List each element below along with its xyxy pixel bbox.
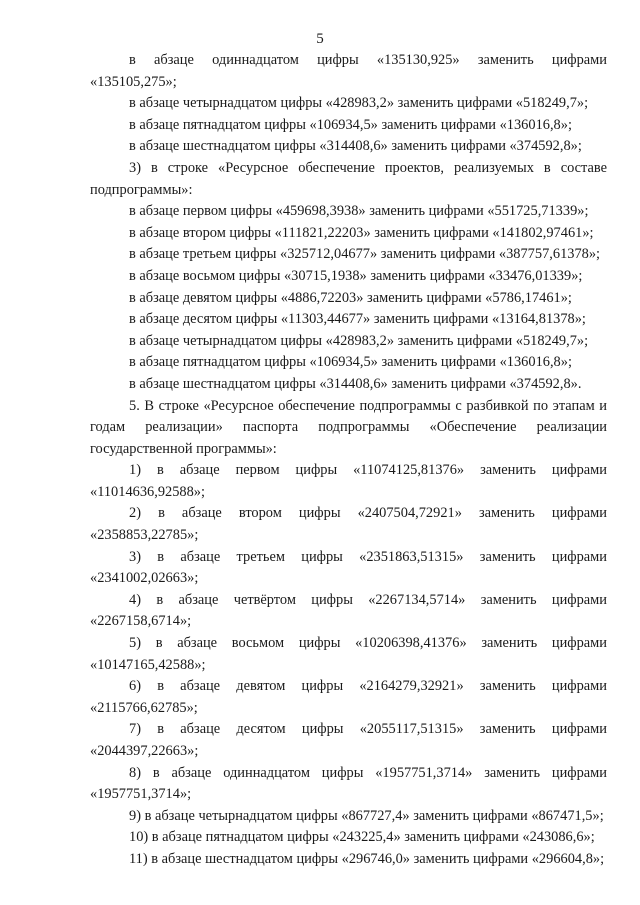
paragraph: в абзаце четырнадцатом цифры «428983,2» заменить цифрами «518249,7»; — [129, 95, 589, 112]
paragraph: 7) в абзаце десятом цифры «2055117,51315» заменить цифрами «2044397,22663»; — [90, 721, 607, 759]
paragraph: в абзаце третьем цифры «325712,04677» заменить цифрами «387757,61378»; — [129, 246, 601, 263]
paragraph: 9) в абзаце четырнадцатом цифры «867727,4» заменить цифрами «867471,5»; — [129, 807, 604, 824]
paragraph: в абзаце втором цифры «111821,22203» заменить цифрами «141802,97461»; — [129, 224, 594, 241]
paragraph: 11) в абзаце шестнадцатом цифры «296746,0» заменить цифрами «296604,8»; — [129, 850, 605, 867]
paragraph: 5) в абзаце восьмом цифры «10206398,41376» заменить цифрами «10147165,42588»; — [90, 635, 607, 673]
paragraph: 6) в абзаце девятом цифры «2164279,32921» заменить цифрами «2115766,62785»; — [90, 678, 607, 716]
paragraph: 2) в абзаце втором цифры «2407504,72921» заменить цифрами «2358853,22785»; — [90, 505, 607, 544]
paragraph: в абзаце десятом цифры «11303,44677» заменить цифрами «13164,81378»; — [129, 311, 586, 328]
paragraph: в абзаце пятнадцатом цифры «106934,5» заменить цифрами «136016,8»; — [129, 116, 572, 133]
paragraph: в абзаце первом цифры «459698,3938» заменить цифрами «551725,71339»; — [129, 203, 589, 220]
page-number: 5 — [316, 31, 324, 47]
paragraph: 3) в абзаце третьем цифры «2351863,51315» заменить цифрами «2341002,02663»; — [90, 548, 607, 587]
document-body — [90, 50, 607, 871]
paragraph: 5. В строке «Ресурсное обеспечение подпрограммы с разбивкой по этапам и годам реализации» паспорта подпрограммы «Обеспечение реализации государственной программы»: — [90, 397, 607, 457]
paragraph: в абзаце восьмом цифры «30715,1938» заменить цифрами «33476,01339»; — [129, 267, 583, 284]
paragraph: 4) в абзаце четвёртом цифры «2267134,5714» заменить цифрами «2267158,6714»; — [90, 591, 607, 630]
paragraph: в абзаце шестнадцатом цифры «314408,6» заменить цифрами «374592,8». — [129, 375, 582, 392]
paragraph: 10) в абзаце пятнадцатом цифры «243225,4» заменить цифрами «243086,6»; — [129, 829, 595, 846]
paragraph: в абзаце шестнадцатом цифры «314408,6» заменить цифрами «374592,8»; — [129, 138, 582, 155]
paragraph: 8) в абзаце одиннадцатом цифры «1957751,3714» заменить цифрами «1957751,3714»; — [90, 764, 607, 803]
paragraph: в абзаце пятнадцатом цифры «106934,5» заменить цифрами «136016,8»; — [129, 354, 572, 371]
paragraph: в абзаце девятом цифры «4886,72203» заменить цифрами «5786,17461»; — [129, 289, 572, 306]
paragraph: 3) в строке «Ресурсное обеспечение проектов, реализуемых в составе подпрограммы»: — [90, 159, 607, 198]
paragraph: в абзаце четырнадцатом цифры «428983,2» заменить цифрами «518249,7»; — [129, 332, 589, 349]
paragraph: 1) в абзаце первом цифры «11074125,81376» заменить цифрами «11014636,92588»; — [90, 462, 607, 500]
paragraph: в абзаце одиннадцатом цифры «135130,925» заменить цифрами «135105,275»; — [90, 52, 607, 90]
